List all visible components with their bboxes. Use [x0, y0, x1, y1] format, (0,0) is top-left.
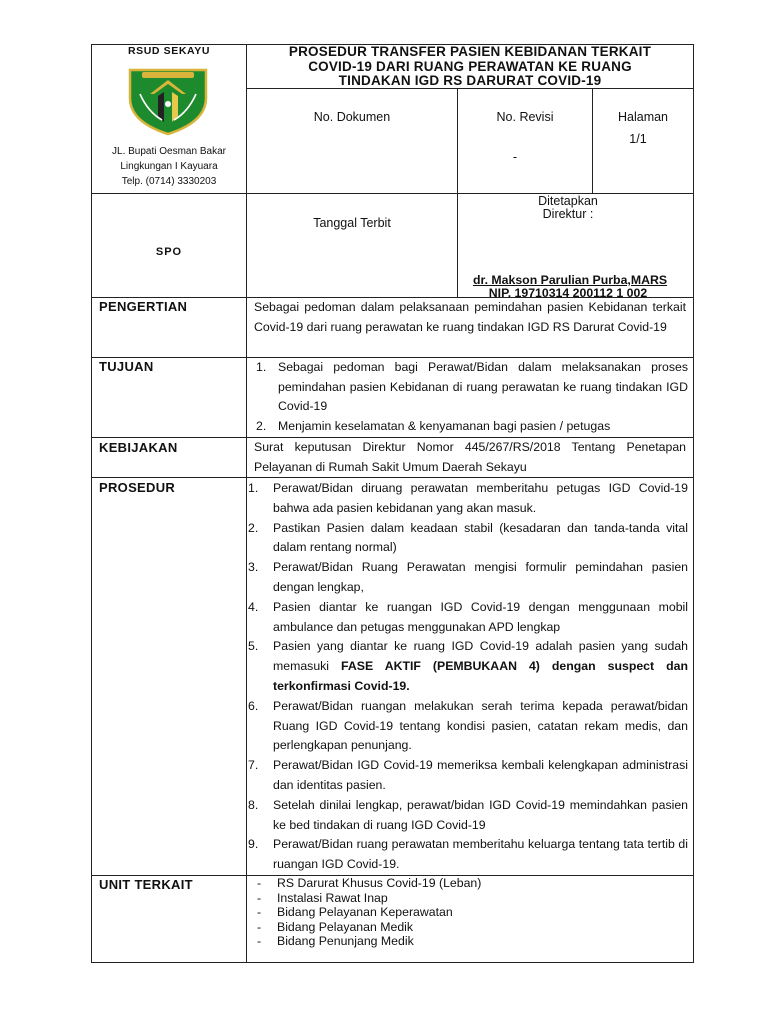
- item-number: 5.: [248, 639, 259, 654]
- dash-bullet: -: [257, 919, 262, 934]
- kebijakan-text: Surat keputusan Direktur Nomor 445/267/RS/2018 Tentang Penetapan Pelayanan di Rumah Sakit Umum Daerah Sekayu: [254, 440, 686, 474]
- list-item: [248, 479, 688, 519]
- table-border-bottom: [91, 962, 694, 963]
- unit-name: Bidang Pelayanan Keperawatan: [277, 905, 453, 919]
- prosedur-label: PROSEDUR: [99, 480, 176, 495]
- list-item: [256, 358, 688, 417]
- item-number: 6.: [248, 698, 259, 713]
- doc-number-label: No. Dokumen: [313, 110, 391, 124]
- title-line: PROSEDUR TRANSFER PASIEN KEBIDANAN TERKAIT: [288, 44, 652, 59]
- list-item: [248, 558, 688, 598]
- list-item: [248, 835, 688, 875]
- item-number: 7.: [248, 758, 259, 773]
- item-text: Perawat/Bidan Ruang Perawatan mengisi formulir pemindahan pasien dengan lengkap,: [273, 560, 688, 594]
- list-item: [248, 796, 688, 836]
- item-text: Sebagai pedoman bagi Perawat/Bidan dalam melaksanakan proses pemindahan pasien Kebidanan di ruang perawatan ke ruang tindakan IGD Covid-19: [278, 360, 688, 414]
- item-number: 2.: [256, 418, 267, 433]
- hospital-name: RSUD SEKAYU: [127, 45, 211, 57]
- item-number: 2.: [248, 520, 259, 535]
- list-item: [248, 756, 688, 796]
- tujuan-label: TUJUAN: [99, 359, 154, 374]
- item-text: Pasien diantar ke ruangan IGD Covid-19 dengan menggunaan mobil ambulance dan petugas menggunakan APD lengkap: [273, 599, 688, 634]
- list-item: [248, 598, 688, 638]
- shield-emblem-icon: [126, 64, 210, 136]
- column-divider: [246, 44, 247, 963]
- item-text: Perawat/Bidan IGD Covid-19 memeriksa kembali kelengkapan administrasi dan identitas pasien.: [273, 758, 688, 792]
- unit-terkait-label: UNIT TERKAIT: [99, 877, 193, 892]
- dash-bullet: -: [257, 890, 262, 905]
- unit-list: [247, 876, 687, 949]
- item-number: 4.: [248, 599, 259, 614]
- prosedur-list: [248, 479, 688, 875]
- revision-value: -: [512, 150, 518, 164]
- director-nip: NIP. 19710314 200112 1 002: [488, 286, 648, 300]
- issue-date-label: Tanggal Terbit: [313, 216, 391, 230]
- list-item: [248, 697, 688, 756]
- revision-label: No. Revisi: [496, 110, 554, 124]
- item-number: 1.: [248, 481, 259, 495]
- document-title: [247, 45, 693, 89]
- pengertian-text: Sebagai pedoman dalam pelaksanaan pemindahan pasien Kebidanan terkait Covid-19 dari ruang perawatan ke ruang tindakan IGD RS Darurat Covid-19: [254, 300, 686, 334]
- item-text: Perawat/Bidan ruangan melakukan serah terima kepada perawat/bidan Ruang IGD Covid-19 tentang kondisi pasien, catatan rekam medis, dan perlengkapan penunjang.: [273, 698, 688, 753]
- item-text-bold: FASE AKTIF (PEMBUKAAN 4) dengan suspect dan terkonfirmasi Covid-19.: [273, 659, 688, 693]
- page-label: Halaman: [617, 110, 669, 124]
- item-number: 8.: [248, 797, 259, 812]
- pengertian-label: PENGERTIAN: [99, 299, 188, 314]
- dash-bullet: -: [257, 876, 262, 890]
- list-item: [247, 934, 687, 949]
- item-text: [273, 637, 688, 696]
- kebijakan-label: KEBIJAKAN: [99, 440, 178, 455]
- list-item: [247, 891, 687, 906]
- spo-label: SPO: [155, 246, 183, 258]
- list-item: [247, 905, 687, 920]
- unit-name: RS Darurat Khusus Covid-19 (Leban): [277, 876, 482, 890]
- item-text: Setelah dinilai lengkap, perawat/bidan IGD Covid-19 memindahkan pasien ke bed tindakan di ruang IGD Covid-19: [273, 797, 688, 832]
- list-item: [256, 417, 688, 437]
- unit-name: Bidang Pelayanan Medik: [277, 919, 414, 934]
- address-line: JL. Bupati Oesman Bakar: [112, 146, 226, 157]
- dash-bullet: -: [257, 905, 262, 919]
- logo-dot: [165, 101, 171, 107]
- page-value: 1/1: [629, 132, 647, 146]
- hospital-logo: [126, 64, 210, 136]
- item-text: Perawat/Bidan diruang perawatan memberitahu petugas IGD Covid-19 bahwa ada pasien kebidanan yang akan masuk.: [273, 481, 688, 515]
- logo-banner: [142, 72, 194, 78]
- item-text: Pastikan Pasien dalam keadaan stabil (kesadaran dan tanda-tanda vital dalam rentang normal): [273, 520, 688, 555]
- item-text: Perawat/Bidan ruang perawatan memberitahu keluarga tentang tata tertib di ruangan IGD Covid-19.: [273, 837, 688, 872]
- unit-name: Instalasi Rawat Inap: [277, 890, 388, 905]
- table-border-right: [693, 44, 694, 963]
- unit-name: Bidang Penunjang Medik: [277, 934, 414, 948]
- item-number: 1.: [256, 360, 267, 374]
- address-line: Telp. (0714) 3330203: [121, 176, 217, 187]
- item-number: 9.: [248, 837, 259, 852]
- director-label: Direktur :: [542, 207, 594, 221]
- director-name: dr. Makson Parulian Purba,MARS: [472, 273, 668, 287]
- list-item: [247, 920, 687, 935]
- list-item: [248, 637, 688, 696]
- title-line: COVID-19 DARI RUANG PERAWATAN KE RUANG: [308, 58, 632, 74]
- approved-label: Ditetapkan: [538, 194, 598, 208]
- item-number: 3.: [248, 560, 259, 575]
- docinfo-divider-1: [457, 88, 458, 193]
- list-item: [248, 519, 688, 559]
- dash-bullet: -: [257, 934, 262, 948]
- hospital-address: [92, 144, 246, 189]
- address-line: Lingkungan I Kayuara: [120, 161, 218, 172]
- item-text-regular: Pasien yang diantar ke ruang IGD Covid-19 adalah pasien yang sudah memasuki: [273, 639, 688, 674]
- item-text: Menjamin keselamatan & kenyamanan bagi pasien / petugas: [278, 418, 611, 433]
- title-line: TINDAKAN IGD RS DARURAT COVID-19: [338, 73, 602, 88]
- list-item: [247, 876, 687, 891]
- tujuan-list: [256, 358, 688, 436]
